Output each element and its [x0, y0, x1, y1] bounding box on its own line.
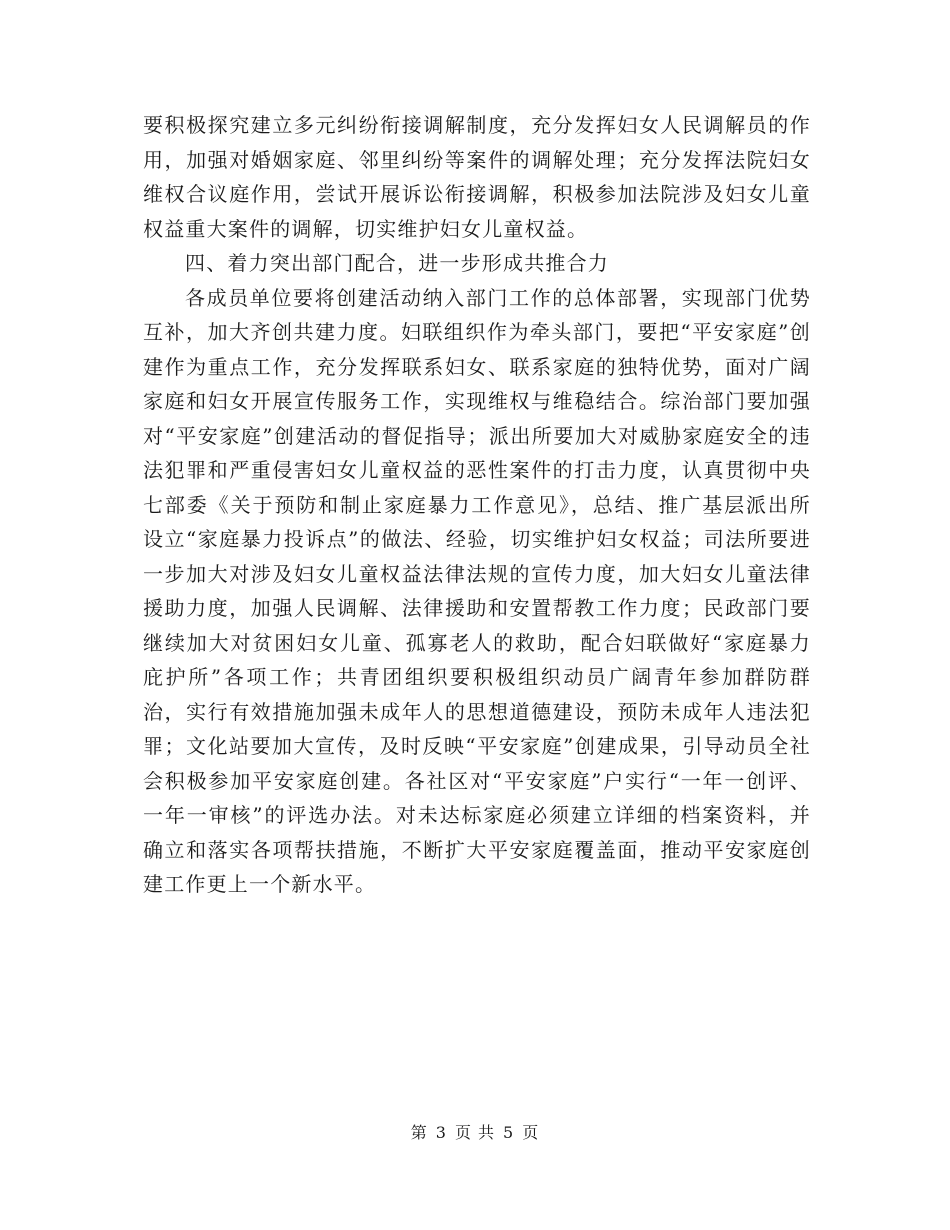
document-body	[143, 108, 811, 902]
page-label-prefix: 第	[410, 1123, 428, 1142]
current-page-number: 3	[435, 1123, 447, 1142]
page-footer	[0, 1120, 950, 1143]
paragraph-department-cooperation: 各成员单位要将创建活动纳入部门工作的总体部署，实现部门优势互补，加大齐创共建力度。妇联组织作为牵头部门，要把“平安家庭”创建作为重点工作，充分发挥联系妇女、联系家庭的独特优势，面对广阔家庭和妇女开展宣传服务工作，实现维权与维稳结合。综治部门要加强对“平安家庭”创建活动的督促指导；派出所要加大对威胁家庭安全的违法犯罪和严重侵害妇女儿童权益的恶性案件的打击力度，认真贯彻中央七部委《关于预防和制止家庭暴力工作意见》，总结、推广基层派出所设立“家庭暴力投诉点”的做法、经验，切实维护妇女权益；司法所要进一步加大对涉及妇女儿童权益法律法规的宣传力度，加大妇女儿童法律援助力度，加强人民调解、法律援助和安置帮教工作力度；民政部门要继续加大对贫困妇女儿童、孤寡老人的救助，配合妇联做好“家庭暴力庇护所”各项工作；共青团组织要积极组织动员广阔青年参加群防群治，实行有效措施加强未成年人的思想道德建设，预防未成年人违法犯罪；文化站要加大宣传，及时反映“平安家庭”创建成果，引导动员全社会积极参加平安家庭创建。各社区对“平安家庭”户实行“一年一创评、一年一审核”的评选办法。对未达标家庭必须建立详细的档案资料，并确立和落实各项帮扶措施，不断扩大平安家庭覆盖面，推动平安家庭创建工作更上一个新水平。	[143, 285, 811, 896]
page-label-middle: 页 共	[454, 1123, 496, 1142]
page-label-suffix: 页	[522, 1123, 540, 1142]
section-heading-four: 四、着力突出部门配合，进一步形成共推合力	[185, 251, 609, 275]
total-pages-number: 5	[503, 1123, 515, 1142]
paragraph-mediation: 要积极探究建立多元纠纷衔接调解制度，充分发挥妇女人民调解员的作用，加强对婚姻家庭、邻里纠纷等案件的调解处理；充分发挥法院妇女维权合议庭作用，尝试开展诉讼衔接调解，积极参加法院涉及妇女儿童权益重大案件的调解，切实维护妇女儿童权益。	[143, 113, 811, 241]
